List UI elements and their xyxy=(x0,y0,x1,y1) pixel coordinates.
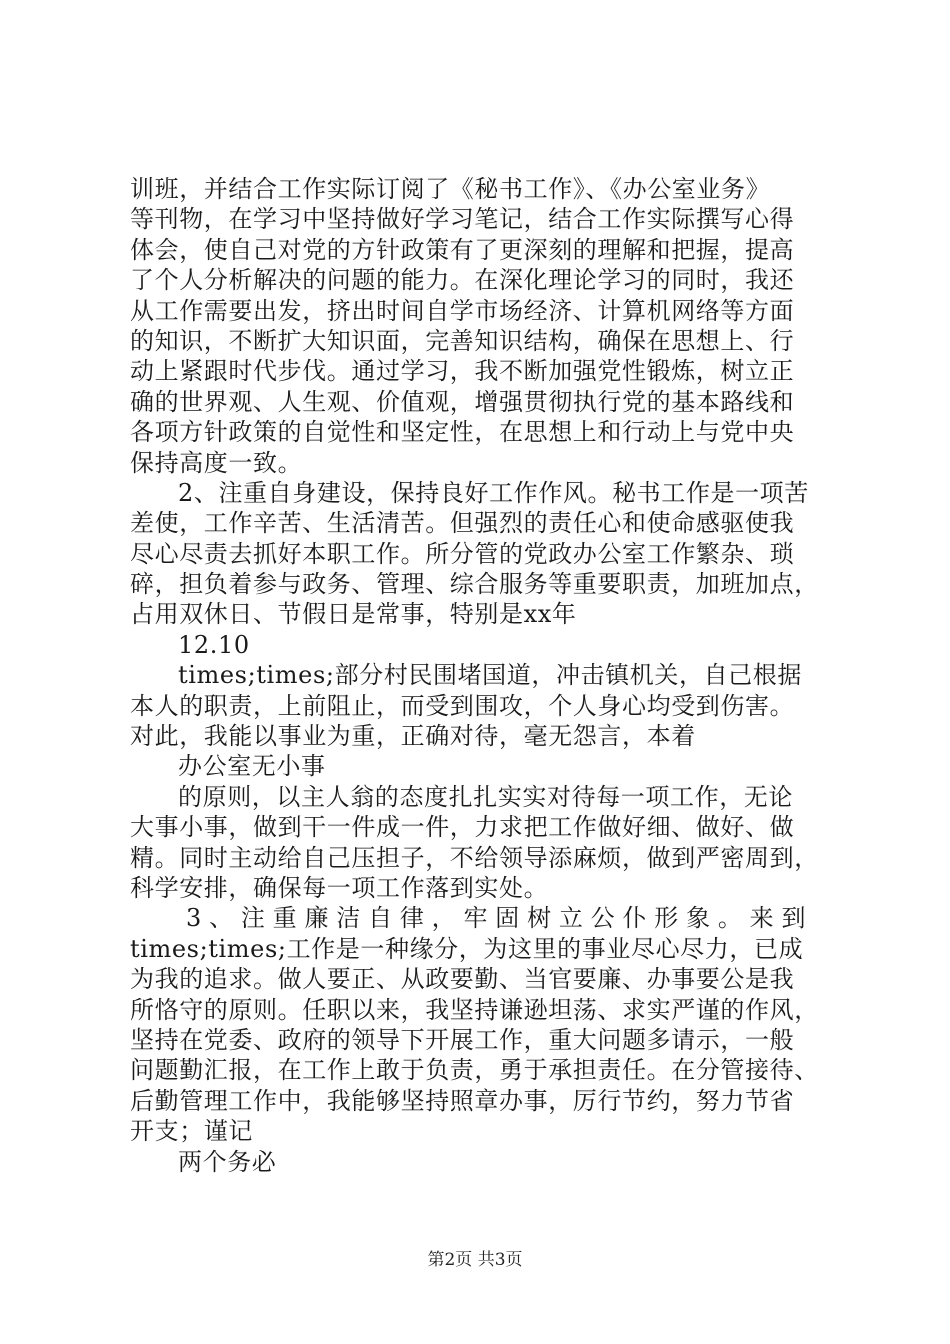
text-line: 大事小事，做到干一件成一件，力求把工作做好细、做好、做 xyxy=(130,813,795,842)
text-line: 各项方针政策的自觉性和坚定性，在思想上和行动上与党中央 xyxy=(130,418,795,447)
quoted-phrase: 办公室无小事 xyxy=(178,752,326,781)
page-number-footer: 第2页 共3页 xyxy=(427,1250,523,1270)
text-line: 坚持在党委、政府的领导下开展工作，重大问题多请示，一般 xyxy=(130,1025,795,1054)
text-line: 本人的职责，上前阻止，而受到围攻，个人身心均受到伤害。 xyxy=(130,691,795,720)
text-line: times;times;部分村民围堵国道，冲击镇机关，自己根据 xyxy=(178,661,802,690)
text-line: 尽心尽责去抓好本职工作。所分管的党政办公室工作繁杂、琐 xyxy=(130,539,795,568)
text-line: 为我的追求。做人要正、从政要勤、当官要廉、办事要公是我 xyxy=(130,965,795,994)
text-line: 科学安排，确保每一项工作落到实处。 xyxy=(130,873,549,902)
document-body xyxy=(130,174,840,1177)
text-line: 后勤管理工作中，我能够坚持照章办事，厉行节约，努力节省 xyxy=(130,1086,795,1115)
text-line: times;times;工作是一种缘分，为这里的事业尽心尽力，已成 xyxy=(130,934,804,963)
text-line: 所恪守的原则。任职以来，我坚持谦逊坦荡、求实严谨的作风， xyxy=(130,995,819,1024)
text-line: 确的世界观、人生观、价值观，增强贯彻执行党的基本路线和 xyxy=(130,387,795,416)
text-line: 问题勤汇报，在工作上敢于负责，勇于承担责任。在分管接待、 xyxy=(130,1056,819,1085)
text-line: 碎，担负着参与政务、管理、综合服务等重要职责，加班加点， xyxy=(130,570,819,599)
text-line: 对此，我能以事业为重，正确对待，毫无怨言，本着 xyxy=(130,722,696,751)
quoted-phrase: 两个务必 xyxy=(178,1147,277,1176)
text-line: 保持高度一致。 xyxy=(130,448,303,477)
text-line: 精。同时主动给自己压担子，不给领导添麻烦，做到严密周到， xyxy=(130,843,819,872)
text-line: 的知识，不断扩大知识面，完善知识结构，确保在思想上、行 xyxy=(130,326,795,355)
date-line: 12.10 xyxy=(178,630,250,659)
text-line: 开支；谨记 xyxy=(130,1117,253,1146)
text-line: 占用双休日、节假日是常事，特别是xx年 xyxy=(130,600,577,629)
text-line: 训班，并结合工作实际订阅了《秘书工作》、《办公室业务》 xyxy=(130,175,771,203)
text-line: 从工作需要出发，挤出时间自学市场经济、计算机网络等方面 xyxy=(130,296,795,325)
text-line: 了个人分析解决的问题的能力。在深化理论学习的同时，我还 xyxy=(130,266,795,295)
paragraph-2-start: 2、注重自身建设，保持良好工作作风。秘书工作是一项苦 xyxy=(178,478,809,507)
text-line: 的原则，以主人翁的态度扎扎实实对待每一项工作，无论 xyxy=(178,782,793,811)
text-line: 等刊物，在学习中坚持做好学习笔记，结合工作实际撰写心得 xyxy=(130,205,795,234)
text-line: 体会，使自己对党的方针政策有了更深刻的理解和把握，提高 xyxy=(130,235,795,264)
paragraph-3-start: 3、注重廉洁自律，牢固树立公仆形象。来到 xyxy=(186,904,814,933)
text-line: 差使，工作辛苦、生活清苦。但强烈的责任心和使命感驱使我 xyxy=(130,509,795,538)
text-line: 动上紧跟时代步伐。通过学习，我不断加强党性锻炼，树立正 xyxy=(130,357,795,386)
